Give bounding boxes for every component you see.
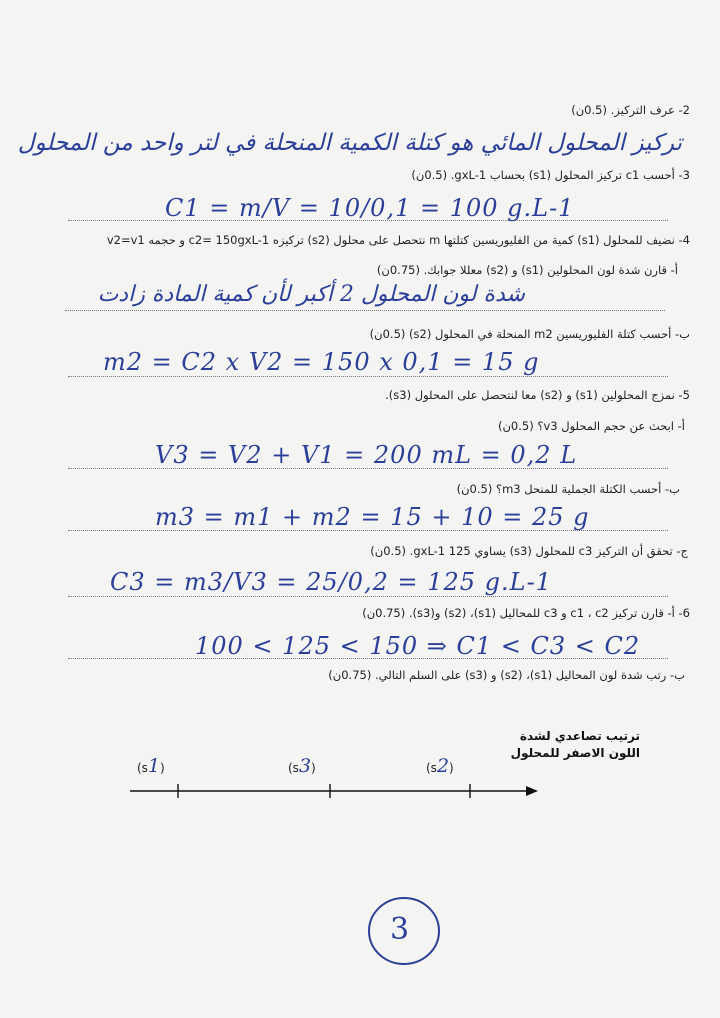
answer-2: تركيز المحلول المائي هو كتلة الكمية المنحلة في لتر واحد من المحلول: [17, 130, 682, 156]
axis-arrowhead: [526, 786, 538, 796]
question-2: 2- عرف التركيز. (0.5ن): [571, 103, 690, 117]
scale-label-open: (s: [288, 761, 299, 775]
answer-4b: m2 = C2 x V2 = 150 x 0,1 = 15 g: [103, 348, 540, 376]
answer-4a: شدة لون المحلول 2 أكبر لأن كمية المادة زادت: [97, 282, 525, 307]
scale-label-s3: [288, 755, 316, 777]
answer-5b: m3 = m1 + m2 = 15 + 10 = 25 g: [155, 503, 590, 531]
question-5: 5- نمزج المحلولين (s1) و (s2) معا لنتحصل على المحلول (s3).: [385, 388, 690, 402]
answer-5c: C3 = m3/V3 = 25/0,2 = 125 g.L-1: [110, 568, 552, 596]
scale-label-close: ): [160, 761, 165, 775]
scale-label-s2: [426, 755, 454, 777]
scale-label-open: (s: [426, 761, 437, 775]
question-6b: ب- رتب شدة لون المحاليل (s1)، (s2) و (s3) على السلم التالي. (0.75ن): [328, 668, 685, 682]
question-4: 4- نضيف للمحلول (s1) كمية من الفليوريسين كتلتها m نتحصل على محلول (s2) تركيزه c2= 150gxL-1 و حجمه v2=v1: [106, 233, 690, 247]
scale-label-s1: [137, 755, 165, 777]
question-6a: 6- أ- قارن تركيز c1 ، c2 و c3 للمحاليل (s1)، (s2) و(s3). (0.75ن): [362, 606, 690, 620]
scale-label-hand: 3: [298, 755, 312, 777]
answer-line-4b: [68, 376, 668, 377]
answer-line-4a: [65, 310, 665, 311]
question-5b: ب- أحسب الكتلة الجملية للمنحل m3؟ (0.5ن): [456, 482, 680, 496]
question-4b: ب- أحسب كتلة الفليوريسين m2 المنحلة في المحلول (s2) (0.5ن): [369, 327, 690, 341]
scale-label-hand: 2: [436, 755, 450, 777]
question-5a: أ- ابحث عن حجم المحلول v3؟ (0.5ن): [497, 419, 685, 433]
scale-label-close: ): [449, 761, 454, 775]
answer-6a: 100 < 125 < 150 ⇒ C1 < C3 < C2: [195, 632, 641, 660]
question-3: 3- أحسب c1 تركيز المحلول (s1) بحساب gxL-1. (0.5ن): [411, 168, 690, 182]
scale-title-line2: اللون الاصفر للمحلول: [510, 746, 640, 760]
scale-label-close: ): [311, 761, 316, 775]
answer-line-5c: [68, 596, 668, 597]
scale-title: [511, 728, 640, 762]
scale-label-open: (s: [137, 761, 148, 775]
scale-label-hand: 1: [147, 755, 161, 777]
question-4a: أ- قارن شدة لون المحلولين (s1) و (s2) معللا جوابك. (0.75ن): [376, 263, 678, 277]
page-number: 3: [390, 912, 411, 947]
question-5c: ج- تحقق أن التركيز c3 للمحلول (s3) يساوي 125 gxL-1. (0.5ن): [370, 544, 688, 558]
answer-5a: V3 = V2 + V1 = 200 mL = 0,2 L: [155, 441, 578, 469]
scale-title-line1: ترتيب تصاعدي لشدة: [519, 729, 640, 743]
answer-3: C1 = m/V = 10/0,1 = 100 g.L-1: [165, 194, 575, 222]
